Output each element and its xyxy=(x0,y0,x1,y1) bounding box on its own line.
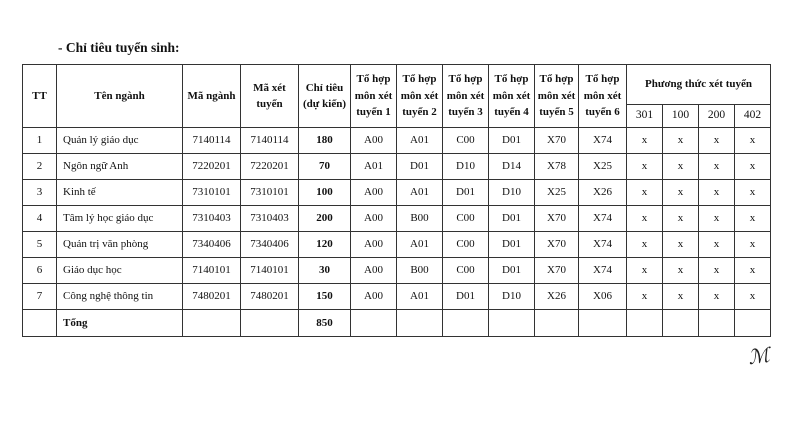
header-to-hop-6: Tổ hợp môn xét tuyển 6 xyxy=(579,65,627,128)
cell-to-hop-1: A00 xyxy=(351,284,397,310)
cell-empty xyxy=(627,310,663,337)
cell-to-hop-1: A00 xyxy=(351,128,397,154)
cell-to-hop-5: X70 xyxy=(535,128,579,154)
cell-to-hop-4: D14 xyxy=(489,154,535,180)
header-to-hop-2: Tổ hợp môn xét tuyển 2 xyxy=(397,65,443,128)
enrollment-quota-table xyxy=(22,64,771,337)
cell-to-hop-6: X25 xyxy=(579,154,627,180)
cell-phuong-thuc-200: x xyxy=(699,206,735,232)
cell-phuong-thuc-301: x xyxy=(627,232,663,258)
cell-phuong-thuc-301: x xyxy=(627,284,663,310)
cell-empty xyxy=(351,310,397,337)
cell-phuong-thuc-200: x xyxy=(699,258,735,284)
cell-phuong-thuc-301: x xyxy=(627,128,663,154)
cell-chi-tieu: 100 xyxy=(299,180,351,206)
cell-phuong-thuc-100: x xyxy=(663,232,699,258)
cell-phuong-thuc-301: x xyxy=(627,206,663,232)
header-ma-xet-tuyen: Mã xét tuyển xyxy=(241,65,299,128)
cell-ma-xet-tuyen: 7310101 xyxy=(241,180,299,206)
cell-to-hop-4: D01 xyxy=(489,206,535,232)
cell-to-hop-3: C00 xyxy=(443,206,489,232)
cell-chi-tieu: 120 xyxy=(299,232,351,258)
cell-ten-nganh: Quản lý giáo dục xyxy=(57,128,183,154)
cell-phuong-thuc-100: x xyxy=(663,206,699,232)
cell-tt: 2 xyxy=(23,154,57,180)
cell-to-hop-2: A01 xyxy=(397,180,443,206)
header-ma-nganh: Mã ngành xyxy=(183,65,241,128)
header-chi-tieu: Chỉ tiêu (dự kiến) xyxy=(299,65,351,128)
cell-phuong-thuc-200: x xyxy=(699,284,735,310)
cell-phuong-thuc-402: x xyxy=(735,258,771,284)
cell-to-hop-2: D01 xyxy=(397,154,443,180)
cell-ma-nganh: 7340406 xyxy=(183,232,241,258)
cell-to-hop-2: A01 xyxy=(397,128,443,154)
cell-empty xyxy=(579,310,627,337)
cell-to-hop-4: D01 xyxy=(489,258,535,284)
cell-to-hop-3: D01 xyxy=(443,180,489,206)
cell-to-hop-5: X26 xyxy=(535,284,579,310)
cell-to-hop-5: X25 xyxy=(535,180,579,206)
cell-tt: 3 xyxy=(23,180,57,206)
cell-to-hop-3: C00 xyxy=(443,232,489,258)
cell-ten-nganh: Kinh tế xyxy=(57,180,183,206)
cell-empty xyxy=(735,310,771,337)
cell-to-hop-2: B00 xyxy=(397,206,443,232)
cell-phuong-thuc-402: x xyxy=(735,232,771,258)
total-value: 850 xyxy=(299,310,351,337)
cell-ma-nganh: 7480201 xyxy=(183,284,241,310)
cell-ma-nganh: 7310101 xyxy=(183,180,241,206)
cell-to-hop-4: D01 xyxy=(489,128,535,154)
cell-to-hop-3: C00 xyxy=(443,128,489,154)
section-heading: - Chỉ tiêu tuyển sinh: xyxy=(58,40,180,55)
cell-to-hop-3: D01 xyxy=(443,284,489,310)
cell-to-hop-6: X26 xyxy=(579,180,627,206)
cell-tt: 7 xyxy=(23,284,57,310)
cell-tt: 6 xyxy=(23,258,57,284)
cell-to-hop-6: X74 xyxy=(579,128,627,154)
cell-chi-tieu: 70 xyxy=(299,154,351,180)
cell-empty xyxy=(397,310,443,337)
cell-ma-xet-tuyen: 7220201 xyxy=(241,154,299,180)
table-row xyxy=(23,232,771,258)
cell-to-hop-5: X70 xyxy=(535,232,579,258)
cell-empty xyxy=(663,310,699,337)
cell-to-hop-6: X74 xyxy=(579,232,627,258)
cell-ma-xet-tuyen: 7340406 xyxy=(241,232,299,258)
cell-to-hop-1: A01 xyxy=(351,154,397,180)
table-row xyxy=(23,154,771,180)
cell-phuong-thuc-402: x xyxy=(735,154,771,180)
header-to-hop-4: Tổ hợp môn xét tuyển 4 xyxy=(489,65,535,128)
cell-phuong-thuc-200: x xyxy=(699,154,735,180)
cell-phuong-thuc-402: x xyxy=(735,206,771,232)
cell-ma-xet-tuyen: 7140114 xyxy=(241,128,299,154)
table-row xyxy=(23,284,771,310)
cell-ten-nganh: Giáo dục học xyxy=(57,258,183,284)
header-pt-301: 301 xyxy=(627,105,663,128)
cell-phuong-thuc-402: x xyxy=(735,128,771,154)
table-row xyxy=(23,258,771,284)
cell-chi-tieu: 180 xyxy=(299,128,351,154)
cell-phuong-thuc-200: x xyxy=(699,128,735,154)
cell-ma-nganh: 7140101 xyxy=(183,258,241,284)
cell-to-hop-1: A00 xyxy=(351,258,397,284)
cell-ten-nganh: Tâm lý học giáo dục xyxy=(57,206,183,232)
header-tt: TT xyxy=(23,65,57,128)
cell-ma-nganh: 7140114 xyxy=(183,128,241,154)
cell-empty xyxy=(699,310,735,337)
header-to-hop-3: Tổ hợp môn xét tuyển 3 xyxy=(443,65,489,128)
cell-to-hop-3: C00 xyxy=(443,258,489,284)
cell-phuong-thuc-301: x xyxy=(627,180,663,206)
cell-to-hop-2: A01 xyxy=(397,284,443,310)
cell-phuong-thuc-100: x xyxy=(663,284,699,310)
header-pt-402: 402 xyxy=(735,105,771,128)
cell-phuong-thuc-301: x xyxy=(627,154,663,180)
cell-to-hop-2: A01 xyxy=(397,232,443,258)
cell-phuong-thuc-100: x xyxy=(663,180,699,206)
cell-to-hop-4: D01 xyxy=(489,232,535,258)
header-phuong-thuc: Phương thức xét tuyển xyxy=(627,65,771,105)
cell-to-hop-1: A00 xyxy=(351,206,397,232)
cell-to-hop-3: D10 xyxy=(443,154,489,180)
table-row xyxy=(23,180,771,206)
cell-tt: 4 xyxy=(23,206,57,232)
handwritten-signature-mark: ℳ xyxy=(746,342,771,370)
header-pt-200: 200 xyxy=(699,105,735,128)
header-to-hop-5: Tổ hợp môn xét tuyển 5 xyxy=(535,65,579,128)
cell-phuong-thuc-200: x xyxy=(699,232,735,258)
cell-phuong-thuc-100: x xyxy=(663,258,699,284)
cell-ma-xet-tuyen: 7140101 xyxy=(241,258,299,284)
cell-ten-nganh: Công nghệ thông tin xyxy=(57,284,183,310)
cell-phuong-thuc-100: x xyxy=(663,154,699,180)
cell-ma-nganh: 7310403 xyxy=(183,206,241,232)
cell-empty xyxy=(443,310,489,337)
cell-ten-nganh: Quản trị văn phòng xyxy=(57,232,183,258)
cell-phuong-thuc-402: x xyxy=(735,180,771,206)
cell-to-hop-6: X74 xyxy=(579,258,627,284)
cell-to-hop-4: D10 xyxy=(489,284,535,310)
header-to-hop-1: Tổ hợp môn xét tuyển 1 xyxy=(351,65,397,128)
cell-tt: 1 xyxy=(23,128,57,154)
cell-ma-xet-tuyen: 7310403 xyxy=(241,206,299,232)
cell-phuong-thuc-200: x xyxy=(699,180,735,206)
cell-to-hop-2: B00 xyxy=(397,258,443,284)
cell-to-hop-6: X74 xyxy=(579,206,627,232)
cell-phuong-thuc-402: x xyxy=(735,284,771,310)
header-ten-nganh: Tên ngành xyxy=(57,65,183,128)
cell-ma-nganh: 7220201 xyxy=(183,154,241,180)
cell-chi-tieu: 150 xyxy=(299,284,351,310)
cell-empty xyxy=(241,310,299,337)
cell-to-hop-6: X06 xyxy=(579,284,627,310)
cell-chi-tieu: 200 xyxy=(299,206,351,232)
cell-empty xyxy=(23,310,57,337)
cell-to-hop-4: D10 xyxy=(489,180,535,206)
cell-to-hop-5: X78 xyxy=(535,154,579,180)
cell-to-hop-5: X70 xyxy=(535,258,579,284)
cell-phuong-thuc-100: x xyxy=(663,128,699,154)
cell-empty xyxy=(183,310,241,337)
cell-to-hop-1: A00 xyxy=(351,232,397,258)
cell-tt: 5 xyxy=(23,232,57,258)
cell-chi-tieu: 30 xyxy=(299,258,351,284)
cell-to-hop-1: A00 xyxy=(351,180,397,206)
table-row xyxy=(23,206,771,232)
cell-empty xyxy=(535,310,579,337)
header-pt-100: 100 xyxy=(663,105,699,128)
total-row xyxy=(23,310,771,337)
cell-empty xyxy=(489,310,535,337)
table-row xyxy=(23,128,771,154)
cell-phuong-thuc-301: x xyxy=(627,258,663,284)
cell-to-hop-5: X70 xyxy=(535,206,579,232)
total-label: Tổng xyxy=(57,310,183,337)
cell-ma-xet-tuyen: 7480201 xyxy=(241,284,299,310)
cell-ten-nganh: Ngôn ngữ Anh xyxy=(57,154,183,180)
